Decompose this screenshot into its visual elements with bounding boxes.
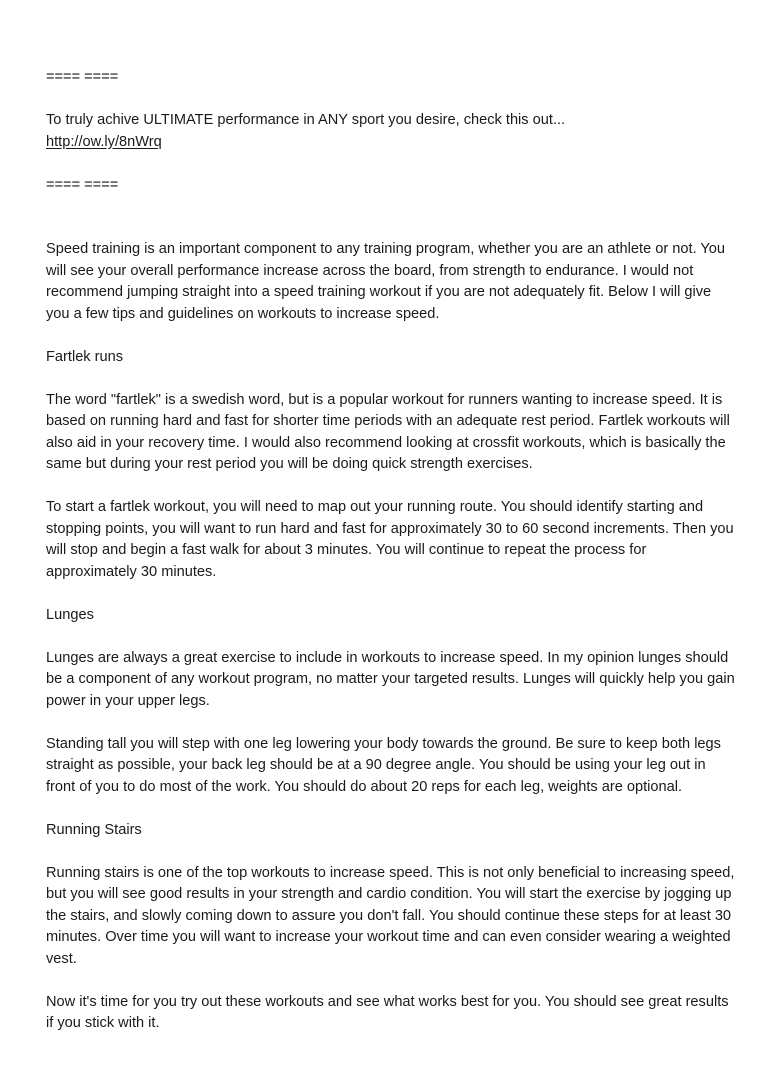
- intro-paragraph: Speed training is an important component to any training program, whether you are an athlete or not. You will see your overall performance increase across the board, from strength to endurance. I would not recommend jumping straight into a speed training workout if you are not adequately fit. Below I will give you a few tips and guidelines on workouts to increase speed.: [46, 241, 726, 322]
- section-paragraph: To start a fartlek workout, you will need to map out your running route. You should identify starting and stopping points, you will want to run hard and fast for approximately 30 to 60 second increments. Then you will stop and begin a fast walk for about 3 minutes. You will continue to repeat the process for approximately 30 minutes.: [46, 499, 734, 580]
- section-paragraph: Lunges are always a great exercise to include in workouts to increase speed. In my opinion lunges should be a component of any workout program, no matter your targeted results. Lunges will quickly help you gain power in your upper legs.: [46, 649, 735, 709]
- section-paragraph: Standing tall you will step with one leg lowering your body towards the ground. Be sure to keep both legs straight as possible, your back leg should be at a 90 degree angle. You should be using your leg out in front of you to do most of the work. You should do about 20 reps for each leg, weights are optional.: [46, 735, 721, 795]
- section-paragraph: Running stairs is one of the top workouts to increase speed. This is not only beneficial to increasing speed, but you will see good results in your strength and cardio condition. You will start the exercise by jogging up the stairs, and slowly coming down to assure you don't fall. You should continue these steps for at least 30 minutes. Over time you will want to increase your workout time and can even consider wearing a weighted vest.: [46, 864, 735, 967]
- promo-text: To truly achive ULTIMATE performance in ANY sport you desire, check this out...: [46, 112, 566, 128]
- section-heading-fartlek: Fartlek runs: [46, 348, 124, 365]
- separator-bottom: ==== ====: [46, 176, 119, 193]
- promo-link[interactable]: http://ow.ly/8nWrq: [46, 133, 162, 150]
- document-page: [46, 67, 736, 1056]
- section-heading-running-stairs: Running Stairs: [46, 821, 142, 838]
- separator-top: ==== ====: [46, 69, 119, 85]
- section-paragraph: Now it's time for you try out these workouts and see what works best for you. You should see great results if you stick with it.: [46, 993, 729, 1031]
- section-heading-lunges: Lunges: [46, 606, 94, 623]
- section-paragraph: The word "fartlek" is a swedish word, but is a popular workout for runners wanting to increase speed. It is based on running hard and fast for shorter time periods with an adequate rest period. Fartlek workouts will also aid in your recovery time. I would also recommend looking at crossfit workouts, which is basically the same but during your rest period you will be doing quick strength exercises.: [46, 391, 730, 472]
- promo-block: [46, 110, 736, 153]
